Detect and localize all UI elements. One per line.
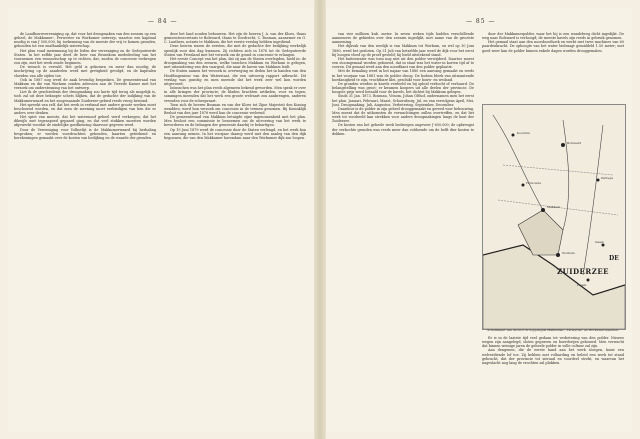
map-label: Workum xyxy=(562,251,575,255)
left-page-number: — 84 — xyxy=(148,18,178,25)
road xyxy=(503,165,613,175)
paragraph: Ook in 1887 nog werd de zaak levendig besproken. De gemeenteraad van Makkum en die van Workum zonden adressen aan de Tweede Kamer met het verzoek om ondersteuning van het ontwerp. xyxy=(14,77,156,91)
map-corner-label: DE xyxy=(609,255,619,262)
map-label: Koudum xyxy=(517,131,530,135)
canal xyxy=(493,115,543,210)
sea-area xyxy=(483,245,625,329)
paragraph: Intusschen was het plan reeds algemeen bekend geworden. Men sprak er over in alle kringen der provincie; de bladen brachten artikelen, voor en tegen; sommigen meenden dat het werk een groote welvaart zou aanbrengen, anderen vreesden voor de scheepvaart. xyxy=(164,86,306,103)
canal xyxy=(583,125,603,275)
paragraph: Door de Vereeniging voor Volksvlijt is de Makkumerwaard bij herhaling besproken; er werden voordrachten gehouden, kaarten geteekend en berekeningen gemaakt over de kosten van bedijking en de waarde der gronden. xyxy=(14,127,156,140)
paragraph: de Landbouwvereeniging op, dat voor het droogmaken van den zeearm op een geheel, de Makkumer-, Ferwerter en Workumer ontwerp, waartoe een kapitaal noodig is van ƒ 500,000, bij toekenning van de meeste der vrij te komen gronden, gehouden tot een onafhankelijk waterschap. xyxy=(14,32,156,49)
map-drawing xyxy=(483,105,625,329)
paragraph: van vier millioen kub. meter. In zeven weken tijds hadden verschillende aannemers de gebieden over den zeearm ingedijkt, met name van de grootste aanneming. xyxy=(332,32,474,45)
town-marker xyxy=(561,143,565,147)
paragraph: De wensch is vervuld. Het geld is gekomen en meer dan noodig; de inschrijving op de aandeelen werd met gretigheid gevolgd, en de kapitalen vloeiden van alle zijden toe. xyxy=(14,65,156,78)
town-marker xyxy=(512,134,515,137)
paragraph: De Staten namen het verzoek in overweging en deden het in handen van den Hoofdingenieur van den Waterstaat, die een uitvoerig rapport uitbracht. Dit verslag was gunstig en men meende dat het werk zeer wel kon worden uitgevoerd. xyxy=(164,69,306,86)
map-label: Piaam xyxy=(577,283,587,287)
map-caption: Schetskaart van de door drooggelegde Makkumer-, Ferwerter- en Workumerwaarden. xyxy=(487,328,619,332)
paragraph: Deze heeren waren de eersten, die met de gedachte der bedijking werkelijk openlijk voor den dag kwamen. Zij richtten zich in 1876 tot de Gedeputeerde Staten van Friesland met het verzoek om de grond in concessie te erlangen. xyxy=(164,44,306,57)
paragraph: Sinds 31 Jan. 1873, Bosman, Vitsom, Johan Olthof, ondernamen men het eerst het plan. Januari, Februari, Maart, Schouwburg, Jul. en van vervolgens April, Mei, Juni. Droogmaking. Juli, Augustus, Verbetering, September, December. xyxy=(332,94,474,107)
paragraph: Op 19 Juni 1879 werd de concessie door de Staten verlengd, en het werk kon een aanvang nemen. In het voorjaar daarop werd met den aanleg van den dijk begonnen, die van den Makkumer havendam naar den Workumer dijk zou loopen. xyxy=(164,127,306,140)
map-figure xyxy=(482,104,626,330)
sea-label: ZUIDERZEE xyxy=(557,267,609,276)
map-label: Ferwoude xyxy=(526,181,542,185)
map-label: Makkum xyxy=(547,205,561,209)
paragraph: Het plan vond instemming bij de leden der vereeniging en de Gedeputeerde Staten. In het zelfde jaar deed de heer van Beusekom mededeeling van het voornemen een vennootschap op te richten, dat, zoodra de concessie verkregen zou zijn, met het werk zoude beginnen. xyxy=(14,48,156,66)
paragraph: Toen zich de heeren Bosman en van der Kloes tot Zijne Majesteit den Koning wendden, werd hun verzoek om concessie in de termen genomen. Bij Koninklijk Besluit van den jare 1878 werd hun de concessie verleend. xyxy=(164,102,306,115)
town-marker xyxy=(556,253,560,257)
paragraph: door der Makkumerpolder, waar het bij is een wandelweg dicht ingedijkt. De weg naar Bolsward is verhoogd; de meeste kavels zijn reeds in gebruik genomen. xyxy=(482,32,624,41)
right-page xyxy=(326,8,632,432)
right-page-number: — 85 — xyxy=(466,18,496,25)
map-label: Parrega xyxy=(601,176,614,180)
right-column-2-top xyxy=(482,32,624,102)
town-marker xyxy=(587,279,590,282)
paragraph: Het gemaal staat aan den noordoosthoek en werkt met twee machines van 60 paardenkracht. De ophoogte van het water bedraagt gemiddeld 1.50 meter; met goed weer kan de polder binnen enkele dagen worden drooggemalen. xyxy=(482,40,624,53)
paragraph: De gemeenteraad van Makkum betuigde zijne ingenomenheid met het plan. Men besloot een commissie te benoemen om de uitvoering van het werk te bevorderen en de belangen der gemeente daarbij te behartigen. xyxy=(164,115,306,128)
paragraph: Het spiet van meeste, dat het watermoof geheel werd verkregen; dat het dikwijls met tegenspoed gepaard ging, en dat veel stukken moesten worden afgewerkt voordat de eindelijke goedkeuring daarvoor gegeven werd. xyxy=(14,115,156,128)
right-column-2-bottom xyxy=(482,336,624,426)
paragraph: De gronden werden in kavels verdeeld en bij opbod verkocht of verhuurd. De belangstelling was groot; er kwamen koopers uit alle deelen der provincie. De hoogste prijs werd betaald voor de kavels, het dichtst bij Makkum gelegen. xyxy=(332,81,474,95)
left-page xyxy=(8,8,314,432)
paragraph: Liet ik de geschiedenis der droogmaking zoo korte tijd terug als mogelijk is, toch zal uit deze beknopte schets blijken, dat de gedachte der indijking van de Makkumerwaard en het zoogenaamde Zuiderzee-gebied reeds vroeg bestond. xyxy=(14,90,156,103)
left-column-2 xyxy=(164,32,306,426)
paragraph: Het spreekt van zelf, dat het werk in verband met andere groote werken moet beschouwd worden, en dat men de meening moet eerbiedigen van hen die er anders over denken. xyxy=(14,102,156,115)
right-column-1 xyxy=(332,32,474,426)
paragraph: Het buitenwater was toen nog niet uit den polder verwijderd. Daartoe moest een stoomgemaal worden gebouwd, dat in staat was het water in korten tijd af te voeren. Dit gemaal werd aan den noordkant van den polder geplaatst. xyxy=(332,56,474,70)
paragraph: Daardoor is de polder in zijn geheel drooggemaakt en gereed voor bebouwing. Men meent dat de uitkomsten de verwachtingen zullen overtreffen, en dat het werk tot voorbeeld kan strekken voor andere droogmakingen langs de kust der Zuiderzee. xyxy=(332,106,474,124)
book-gutter xyxy=(314,0,326,439)
map-label: Bolsward xyxy=(567,141,582,145)
paragraph: De kosten van het geheele werk bedroegen ongeveer ƒ 650,000; de opbrengst der verkochte gronden was reeds meer dan voldoende om de helft dier kosten te dekken. xyxy=(332,123,474,136)
canal xyxy=(563,120,569,230)
town-marker xyxy=(541,208,545,212)
paragraph: Met de bemaling werd in het najaar van 1880 een aanvang gemaakt en reeds in het voorjaar van 1881 was de polder droog. De bodem bleek van uitmuntende hoedanigheid te zijn, vruchtbare klei, geschikt voor bouw- en weiland. xyxy=(332,69,474,82)
map-label: Gaast xyxy=(595,240,604,244)
town-marker xyxy=(597,179,600,182)
town-marker xyxy=(522,184,525,187)
left-column-1 xyxy=(14,32,156,426)
paragraph: deze het land zouden bebouwen. Het zijn de heeren J. A. van der Kloes, thans gemeentesecretaris te Bolsward, thans te Dordrecht, C. Bosman, aannemer en G. C. Lauthers, notaris te Makkum, die het eerste verslag hebben ingediend. xyxy=(164,32,306,45)
paragraph: Er is in de laatste tijd veel gedaan tot verbetering van den polder. Nieuwe wegen zijn aangelegd, sloten gegraven en boerderijen gebouwd. Men verwacht dat binnen weinige jaren de geheele polder in volle cultuur zal zijn. xyxy=(482,336,624,349)
paragraph: Het dijkvak van den zeedijk is van Makkum tot Workum, en wel op 30 Juni 1880, werd het gesloten. Op 31 Juli van hetzelfde jaar werd de dijk voor het eerst bij hoogen vloed op de proef gesteld; hij hield uitstekend stand. xyxy=(332,44,474,57)
paragraph: Het eerste Concept van het plan, dat zij aan de Staten overlegden, hield in: de droogmaking van den zeearm, welke tusschen Makkum en Workum is gelegen, met uitzondering van den vaargeul, die naar de haven van Makkum leidt. xyxy=(164,56,306,70)
paragraph: Aan dengenen, die de eerste hand aan het werk sloegen, komt een welverdiende lof toe. Zij hebben met volharding en beleid een werk tot stand gebracht, dat der provincie tot sieraad en voordeel strekt, en waarvan het nageslacht nog lang de vruchten zal plukken. xyxy=(482,348,624,365)
